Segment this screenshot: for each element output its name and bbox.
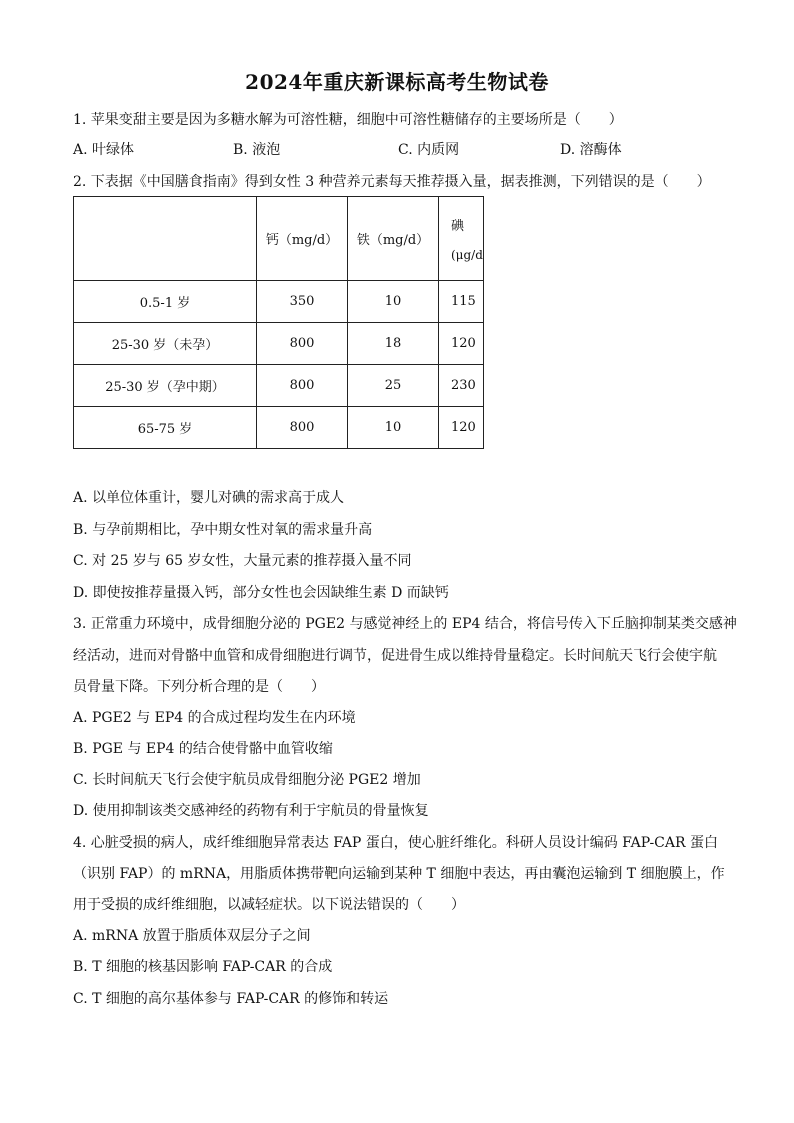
table-cell-text: 230 (451, 378, 476, 393)
q2-option-a: A. 以单位体重计，婴儿对碘的需求高于成人 (73, 490, 345, 506)
table-cell (439, 323, 484, 365)
table-header-cell: 铁（mg/d） (348, 197, 439, 281)
q3-stem-line: 员骨量下降。下列分析合理的是（ ） (73, 679, 325, 695)
q4-stem-line: 用于受损的成纤维细胞，以减轻症状。以下说法错误的（ ） (73, 897, 465, 913)
table-cell (439, 281, 484, 323)
table-cell-text: 115 (451, 294, 476, 309)
q4-option-c: C. T 细胞的高尔基体参与 FAP-CAR 的修饰和转运 (73, 991, 389, 1007)
q4-option-b: B. T 细胞的核基因影响 FAP-CAR 的合成 (73, 959, 333, 975)
table-header-cell (439, 197, 484, 281)
q2-stem: 2. 下表据《中国膳食指南》得到女性 3 种营养元素每天推荐摄入量，据表推测，下列错误的是（ ） (73, 174, 711, 190)
table-cell: 25 (348, 365, 439, 407)
q1-option-c: C. 内质网 (398, 142, 460, 158)
q2-option-c: C. 对 25 岁与 65 岁女性，大量元素的推荐摄入量不同 (73, 553, 412, 569)
table-cell (439, 407, 484, 449)
table-cell: 800 (257, 365, 348, 407)
exam-title: 2024年重庆新课标高考生物试卷 (245, 70, 549, 94)
table-cell (439, 365, 484, 407)
nutrient-table (73, 196, 484, 449)
table-cell-text: 120 (451, 336, 476, 351)
table-cell-text: 120 (451, 420, 476, 435)
table-cell: 0.5-1 岁 (74, 281, 257, 323)
table-header-row (74, 197, 484, 281)
table-cell: 10 (348, 407, 439, 449)
q1-stem: 1. 苹果变甜主要是因为多糖水解为可溶性糖，细胞中可溶性糖储存的主要场所是（ ） (73, 112, 623, 128)
table-header-cell (74, 197, 257, 281)
table-row (74, 281, 484, 323)
iodine-unit: (μg/d (451, 248, 483, 262)
q2-option-d: D. 即使按推荐量摄入钙，部分女性也会因缺维生素 D 而缺钙 (73, 585, 449, 601)
q4-stem-line: 4. 心脏受损的病人，成纤维细胞异常表达 FAP 蛋白，使心脏纤维化。科研人员设计编码 FAP-CAR 蛋白 (73, 835, 718, 851)
table-cell: 350 (257, 281, 348, 323)
q2-option-b: B. 与孕前期相比，孕中期女性对氧的需求量升高 (73, 522, 373, 538)
q1-options (73, 139, 733, 161)
q3-option-a: A. PGE2 与 EP4 的合成过程均发生在内环境 (73, 710, 356, 726)
table-cell: 65-75 岁 (74, 407, 257, 449)
q3-stem-line: 3. 正常重力环境中，成骨细胞分泌的 PGE2 与感觉神经上的 EP4 结合，将信号传入下丘脑抑制某类交感神 (73, 616, 737, 632)
table-cell: 18 (348, 323, 439, 365)
table-row (74, 365, 484, 407)
q1-option-d: D. 溶酶体 (560, 142, 622, 158)
table-row (74, 323, 484, 365)
table-cell: 25-30 岁（未孕） (74, 323, 257, 365)
table-cell: 800 (257, 323, 348, 365)
q3-option-b: B. PGE 与 EP4 的结合使骨骼中血管收缩 (73, 741, 333, 757)
table-cell: 25-30 岁（孕中期） (74, 365, 257, 407)
q4-stem-line: （识别 FAP）的 mRNA，用脂质体携带靶向运输到某种 T 细胞中表达，再由囊泡运输到 T 细胞膜上，作 (73, 866, 725, 882)
q1-option-a: A. 叶绿体 (73, 142, 135, 158)
table-row (74, 407, 484, 449)
q3-option-d: D. 使用抑制该类交感神经的药物有利于宇航员的骨量恢复 (73, 803, 429, 819)
iodine-header: 碘 (451, 219, 465, 234)
table-header-cell: 钙（mg/d） (257, 197, 348, 281)
q3-stem-line: 经活动，进而对骨骼中血管和成骨细胞进行调节，促进骨生成以维持骨量稳定。长时间航天飞行会使宇航 (73, 648, 717, 664)
table-cell: 800 (257, 407, 348, 449)
table-cell: 10 (348, 281, 439, 323)
q1-option-b: B. 液泡 (233, 142, 281, 158)
q4-option-a: A. mRNA 放置于脂质体双层分子之间 (73, 928, 311, 944)
q3-option-c: C. 长时间航天飞行会使宇航员成骨细胞分泌 PGE2 增加 (73, 772, 421, 788)
